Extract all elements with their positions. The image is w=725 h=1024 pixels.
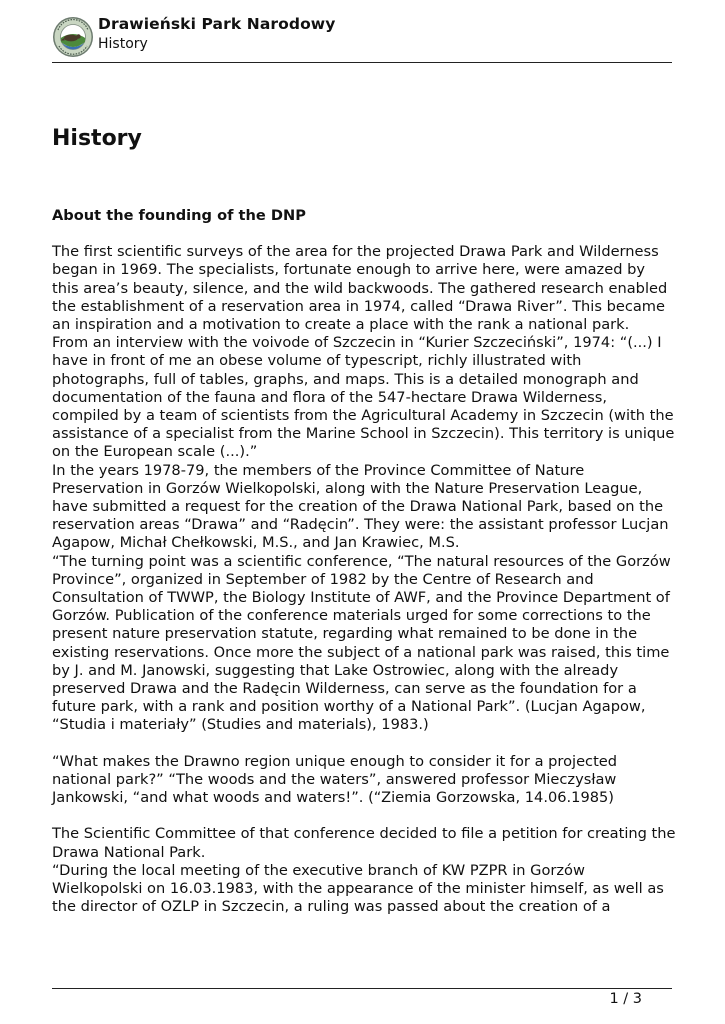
- section-heading: About the founding of the DNP: [52, 207, 306, 224]
- section-breadcrumb: History: [98, 36, 148, 52]
- paragraph: The Scientific Committee of that conference decided to file a petition for creating the Drawa National Park.: [52, 825, 676, 861]
- paragraph: “The turning point was a scientific conference, “The natural resources of the Gorzów Province”, organized in September of 1982 by the Centre of Research and Consultation of TWWP, the Biology Institute of AWF, and the Province Department of Gorzów. Publication of the conference materials urged for some corrections to the present nature preservation statute, regarding what remained to be done in the existing reservations. Once more the subject of a national park was raised, this time by J. and M. Janowski, suggesting that Lake Ostrowiec, along with the already preserved Drawa and the Radęcin Wilderness, can serve as the foundation for a future park, with a rank and position worthy of a National Park”. (Lucjan Agapow, “Studia i materiały” (Studies and materials), 1983.): [52, 552, 671, 734]
- article-body: [52, 207, 676, 916]
- page-footer: [52, 988, 672, 1007]
- page-header: [52, 14, 672, 63]
- page-title: History: [52, 126, 142, 151]
- paragraph: From an interview with the voivode of Szczecin in “Kurier Szczeciński”, 1974: “(...) I have in front of me an obese volume of typescript, richly illustrated with photographs, full of tables, graphs, and maps. This is a detailed monograph and documentation of the fauna and flora of the 547-hectare Drawa Wilderness, compiled by a team of scientists from the Agricultural Academy in Szczecin (with the assistance of a specialist from the Marine School in Szczecin). This territory is unique on the European scale (...).”: [52, 334, 675, 461]
- page-number: 1 / 3: [609, 991, 642, 1007]
- paragraph: “During the local meeting of the executive branch of KW PZPR in Gorzów Wielkopolski on 16.03.1983, with the appearance of the minister himself, as well as the director of OZLP in Szczecin, a ruling was passed about the creation of a: [52, 861, 664, 916]
- paragraph: In the years 1978-79, the members of the Province Committee of Nature Preservation in Gorzów Wielkopolski, along with the Nature Preservation League, have submitted a request for the creation of the Drawa National Park, based on the reservation areas “Drawa” and “Radęcin”. They were: the assistant professor Lucjan Agapow, Michał Chełkowski, M.S., and Jan Krawiec, M.S.: [52, 461, 669, 552]
- park-logo-beaver-icon: [52, 16, 94, 58]
- paragraph: “What makes the Drawno region unique enough to consider it for a projected national park?” “The woods and the waters”, answered professor Mieczysław Jankowski, “and what woods and waters!”. (“Ziemia Gorzowska, 14.06.1985): [52, 752, 618, 807]
- paragraph: The first scientific surveys of the area for the projected Drawa Park and Wilderness began in 1969. The specialists, fortunate enough to arrive here, were amazed by this area’s beauty, silence, and the wild backwoods. The gathered research enabled the establishment of a reservation area in 1974, called “Drawa River”. This became an inspiration and a motivation to create a place with the rank a national park.: [52, 243, 668, 334]
- site-title: Drawieński Park Narodowy: [98, 15, 336, 33]
